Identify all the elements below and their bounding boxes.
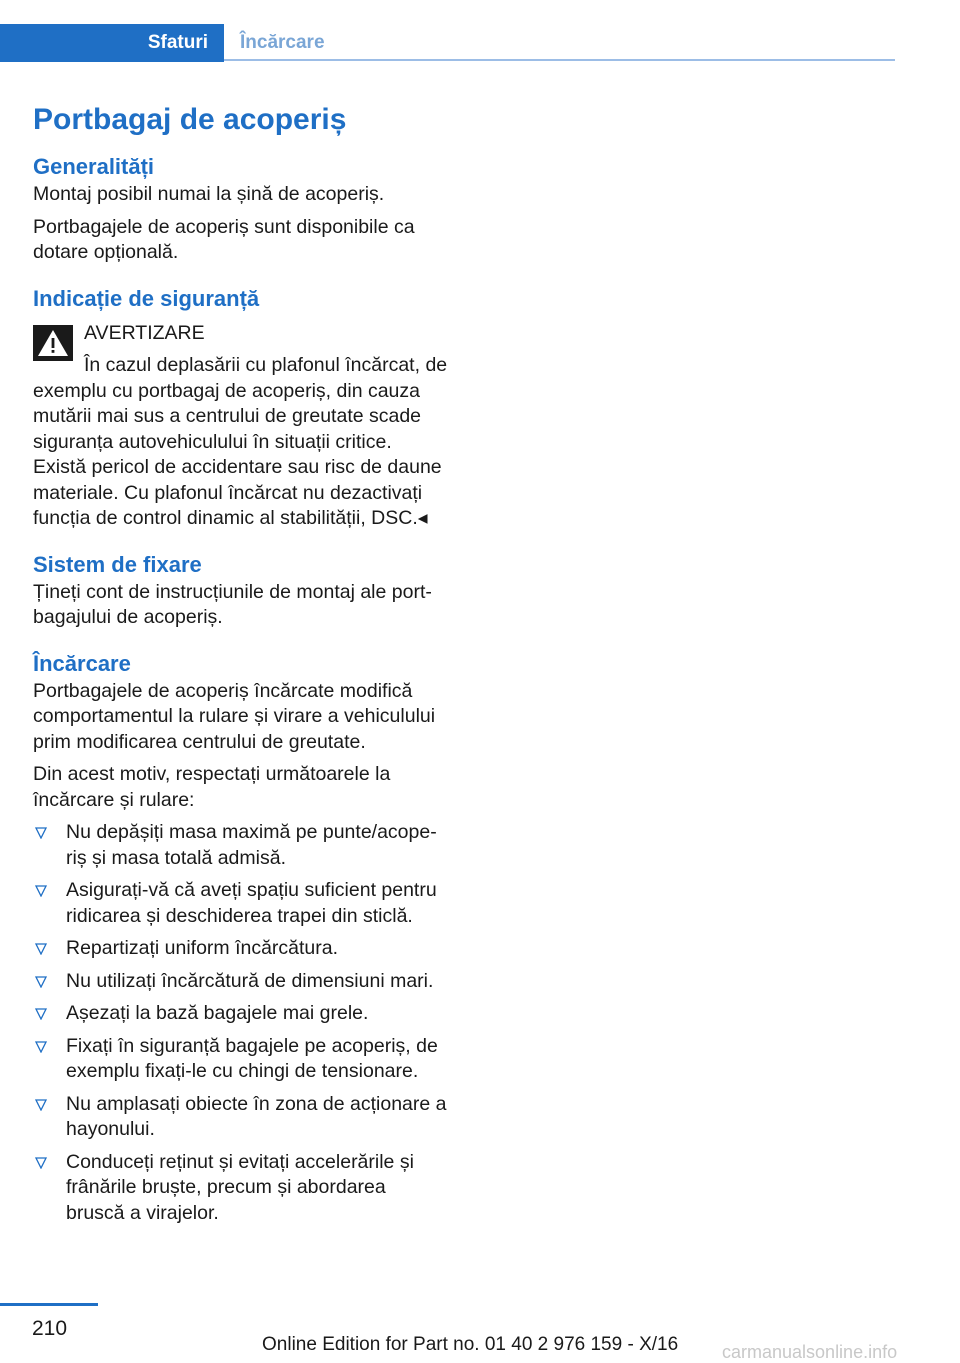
bullet-triangle-icon — [35, 1008, 47, 1020]
loading-instructions-list — [33, 820, 449, 1226]
list-item: Fixați în siguranță bagajele pe acoperiș, de exemplu fixați-le cu chingi de tensionare. — [33, 1034, 449, 1085]
list-item: Repartizați uniform încărcătura. — [33, 936, 449, 962]
header-divider — [224, 59, 895, 61]
warning-triangle-icon — [33, 325, 73, 361]
bullet-triangle-icon — [35, 943, 47, 955]
bullet-triangle-icon — [35, 1099, 47, 1111]
list-item: Conduceți reținut și evitați accelerările și frânările bruște, precum și abordarea bruscă a virajelor. — [33, 1150, 449, 1227]
bullet-triangle-icon — [35, 976, 47, 988]
page-content — [33, 100, 449, 1233]
bullet-triangle-icon — [35, 827, 47, 839]
footer-divider — [0, 1303, 98, 1306]
section-heading-general: Generalități — [33, 154, 155, 179]
bullet-triangle-icon — [35, 885, 47, 897]
section-heading-safety: Indicație de siguranță — [33, 285, 260, 311]
list-item: Nu utilizați încărcătură de dimensiuni mari. — [33, 969, 449, 995]
bullet-triangle-icon — [35, 1157, 47, 1169]
page-header — [0, 24, 895, 62]
section-heading-loading: Încărcare — [33, 650, 131, 676]
fixing-paragraph: Țineți cont de instrucțiunile de montaj ale portbagajului de acoperiș. — [33, 580, 432, 628]
chapter-tab-active[interactable]: Sfaturi — [0, 24, 224, 62]
watermark-text: carmanualsonline.info — [722, 1342, 898, 1362]
warning-label: AVERTIZARE — [84, 321, 205, 344]
warning-text: În cazul deplasării cu plafonul încărcat, de exemplu cu portbagaj de acoperiș, din cauza mutării mai sus a centrului de greutate scade siguranța autovehiculului în situații critice. Există pericol de accidentare sau risc de daune materiale. Cu plafonul încărcat nu dezactivați funcția de control dinamic al stabilității, DSC.◂ — [33, 354, 448, 529]
list-item: Nu depășiți masa maximă pe punte/acoperiș și masa totală admisă. — [33, 820, 449, 871]
section-heading-fixing: Sistem de fixare — [33, 551, 202, 577]
page-number: 210 — [32, 1317, 68, 1340]
loading-paragraph-2: Din acest motiv, respectați următoarele la încărcare și rulare: — [33, 763, 391, 811]
bullet-triangle-icon — [35, 1041, 47, 1053]
loading-paragraph-1: Portbagajele de acoperiș încărcate modifică comportamentul la rulare și virare a vehiculului prim modificarea centrului de greutate. — [33, 679, 436, 753]
list-item: Nu amplasați obiecte în zona de acționare a hayonului. — [33, 1092, 449, 1143]
general-paragraph-2: Portbagajele de acoperiș sunt disponibile ca dotare opțională. — [33, 215, 415, 263]
warning-block — [33, 321, 449, 532]
page-title: Portbagaj de acoperiș — [33, 103, 347, 136]
list-item: Așezați la bază bagajele mai grele. — [33, 1001, 449, 1027]
edition-note: Online Edition for Part no. 01 40 2 976 159 - X/16 — [262, 1334, 679, 1355]
general-paragraph-1: Montaj posibil numai la șină de acoperiș. — [33, 183, 385, 205]
chapter-tab-current[interactable]: Încărcare — [240, 32, 325, 53]
list-item: Asigurați-vă că aveți spațiu suficient pentru ridicarea și deschiderea trapei din sticlă. — [33, 878, 449, 929]
